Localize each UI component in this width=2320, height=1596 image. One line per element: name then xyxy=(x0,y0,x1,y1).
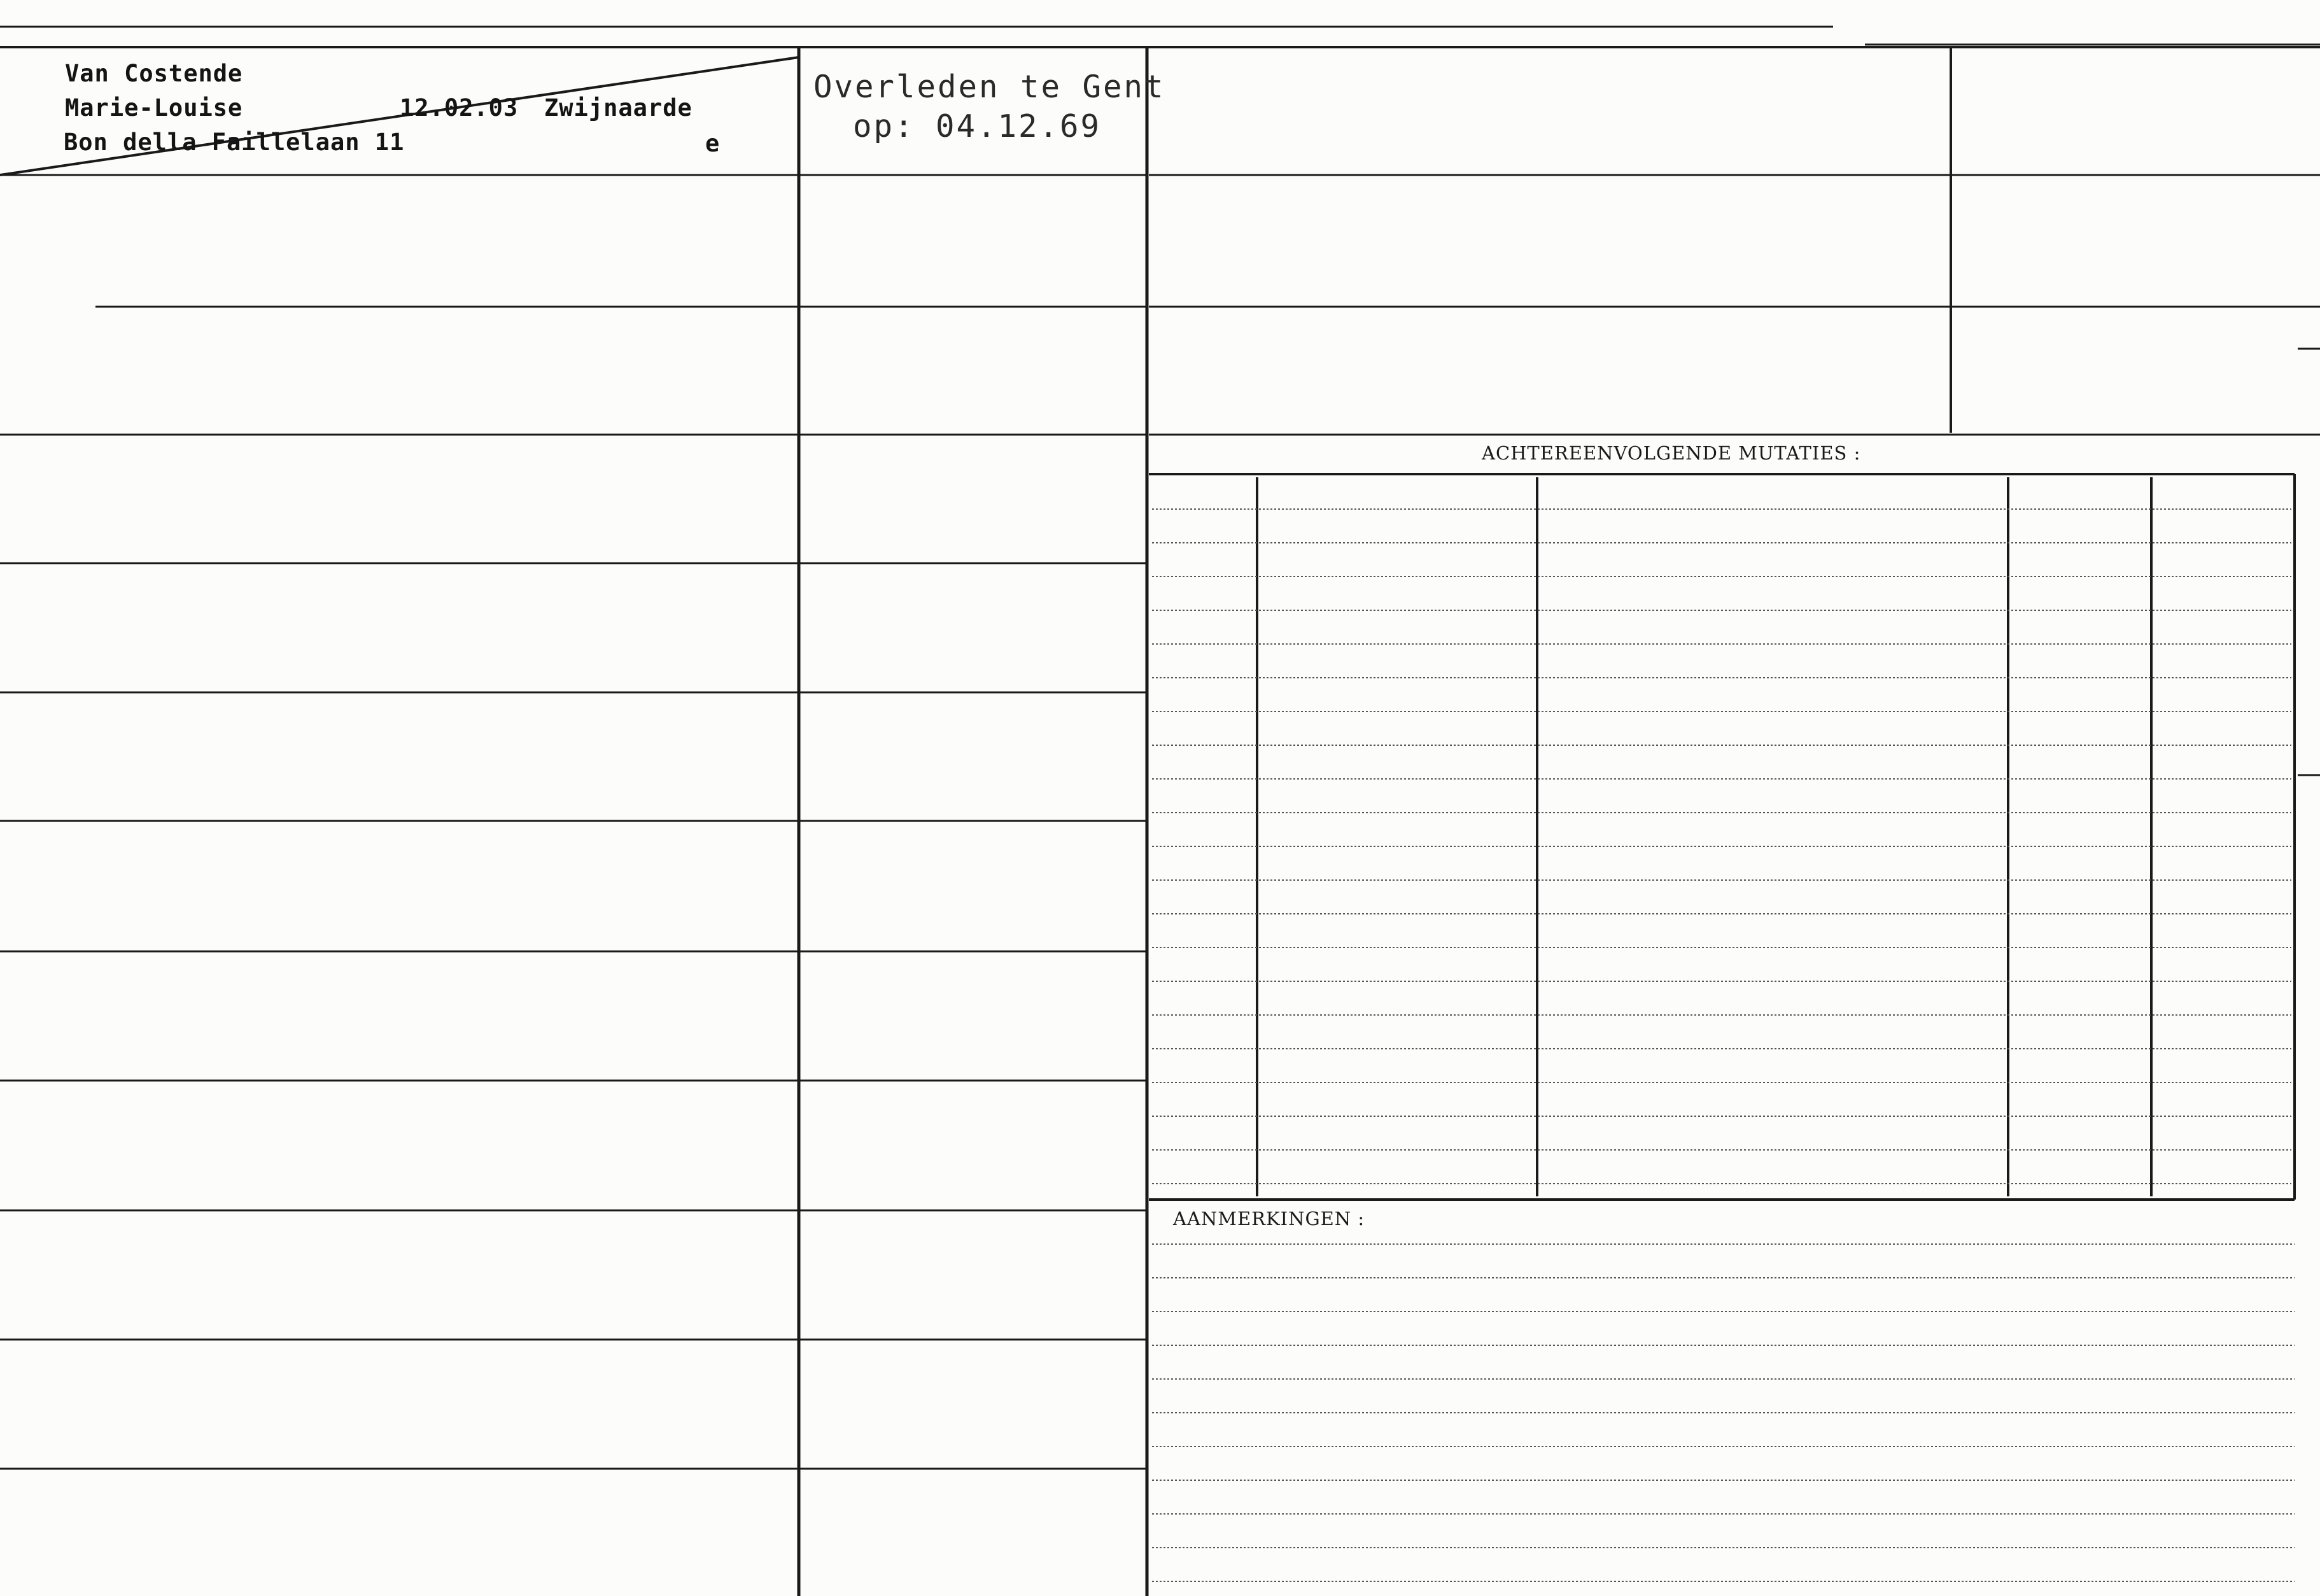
address-text: Bon della Faillelaan 11 xyxy=(64,129,405,156)
top-right-rules xyxy=(1149,175,2320,435)
first-name-text: Marie-Louise xyxy=(65,94,243,122)
remarks-heading: AANMERKINGEN : xyxy=(1173,1208,1365,1229)
death-date-text: op: 04.12.69 xyxy=(853,108,1102,144)
remarks-dotted-lines xyxy=(1152,1244,2295,1581)
surname-text: Van Costende xyxy=(65,60,243,87)
mutations-dotted-lines xyxy=(1152,509,2291,1184)
mutations-table-frame xyxy=(1149,474,2295,1200)
birth-date-text: 12.02.03 xyxy=(400,94,519,122)
address-suffix-text: e xyxy=(705,130,721,157)
birth-place-text: Zwijnaarde xyxy=(544,94,692,122)
death-place-text: Overleden te Gent xyxy=(813,69,1165,105)
mutations-heading: ACHTEREENVOLGENDE MUTATIES : xyxy=(1482,442,1861,464)
left-column-rules xyxy=(0,175,1146,1469)
